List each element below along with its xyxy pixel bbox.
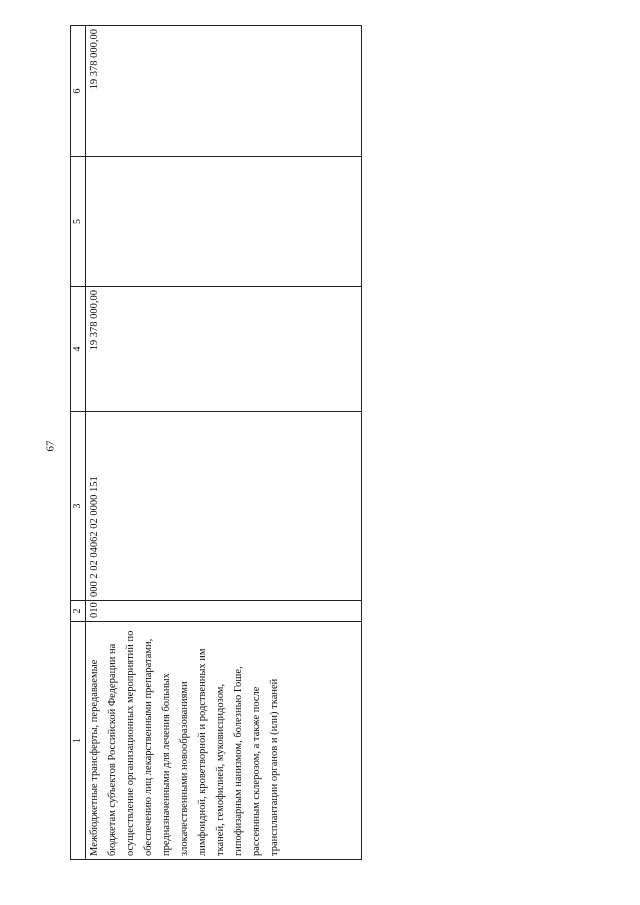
row-budget-code: 000 2 02 04062 02 0000 151	[86, 412, 362, 601]
row-col6-amount: 19 378 000,00	[86, 26, 362, 157]
header-col-5: 5	[71, 157, 86, 287]
row-col4-amount: 19 378 000,00	[86, 287, 362, 412]
rotated-table-wrapper	[70, 29, 362, 860]
header-col-4: 4	[71, 287, 86, 412]
budget-table	[70, 25, 362, 860]
page-number	[40, 436, 60, 456]
page-number-text: 67	[44, 440, 56, 452]
table-row	[86, 26, 362, 860]
row-col5-amount	[86, 157, 362, 287]
row-description: Межбюджетные трансферты, передаваемые бюджетам субъектов Российской Федерации на осуществление организационных мероприятий по обеспечению лиц лекарственными препаратами, предназначенными для лечения больных злокачественными новообразованиями лимфоидной, кроветворной и родственных им тканей, гемофилией, муковисцидозом, гипофизарным нанизмом, болезнью Гоше, рассеянным склерозом, а также после трансплантации органов и (или) тканей	[86, 622, 362, 860]
row-line-code: 010	[86, 601, 362, 622]
header-row	[71, 26, 86, 860]
header-col-3: 3	[71, 412, 86, 601]
header-col-6: 6	[71, 26, 86, 157]
table-container	[70, 29, 362, 860]
header-col-1: 1	[71, 622, 86, 860]
header-col-2: 2	[71, 601, 86, 622]
